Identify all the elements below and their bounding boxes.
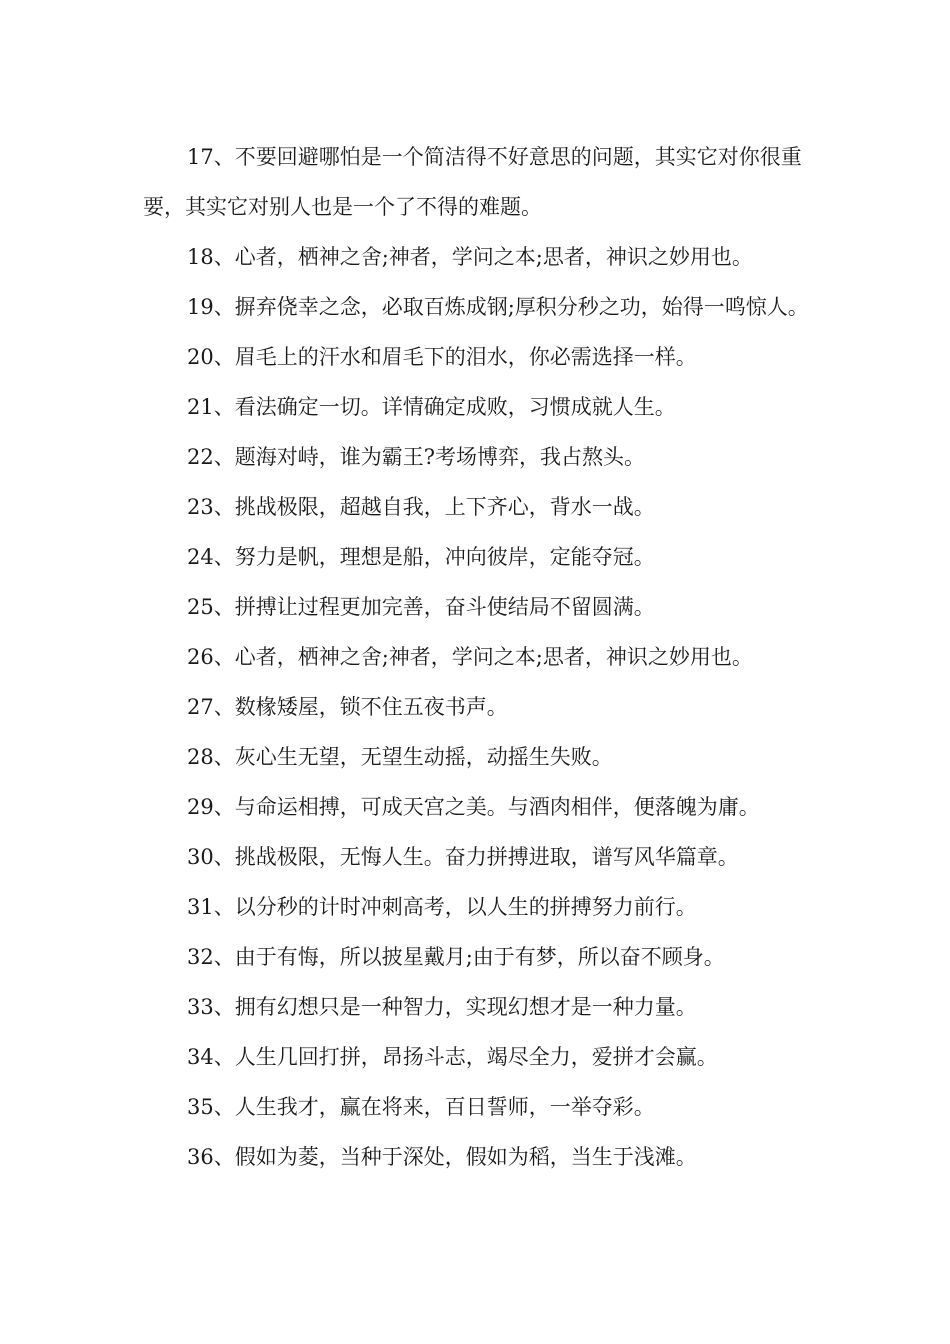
paragraph-26: 26、心者，栖神之舍;神者，学问之本;思者，神识之妙用也。 bbox=[187, 645, 753, 669]
paragraph-22: 22、题海对峙，谁为霸王?考场博弈，我占熬头。 bbox=[187, 445, 645, 469]
paragraph-20: 20、眉毛上的汗水和眉毛下的泪水，你必需选择一样。 bbox=[187, 345, 697, 369]
paragraph-24: 24、努力是帆，理想是船，冲向彼岸，定能夺冠。 bbox=[187, 545, 655, 569]
paragraph-34: 34、人生几回打拼，昂扬斗志，竭尽全力，爱拼才会赢。 bbox=[187, 1045, 718, 1069]
paragraph-21: 21、看法确定一切。详情确定成败，习惯成就人生。 bbox=[187, 395, 676, 419]
paragraph-19: 19、摒弃侥幸之念，必取百炼成钢;厚积分秒之功，始得一鸣惊人。 bbox=[187, 295, 809, 319]
paragraph-17: 17、不要回避哪怕是一个简洁得不好意思的问题，其实它对你很重要，其实它对别人也是一个了不得的难题。 bbox=[143, 145, 802, 219]
paragraph-28: 28、灰心生无望，无望生动摇，动摇生失败。 bbox=[187, 745, 613, 769]
paragraph-33: 33、拥有幻想只是一种智力，实现幻想才是一种力量。 bbox=[187, 995, 697, 1019]
document-body bbox=[143, 132, 813, 1182]
paragraph-27: 27、数椽矮屋，锁不住五夜书声。 bbox=[187, 695, 508, 719]
paragraph-29: 29、与命运相搏，可成天宫之美。与酒肉相伴，便落魄为庸。 bbox=[187, 795, 760, 819]
paragraph-35: 35、人生我才，赢在将来，百日誓师，一举夺彩。 bbox=[187, 1095, 655, 1119]
paragraph-31: 31、以分秒的计时冲刺高考，以人生的拼搏努力前行。 bbox=[187, 895, 697, 919]
paragraph-32: 32、由于有悔，所以披星戴月;由于有梦，所以奋不顾身。 bbox=[187, 945, 725, 969]
paragraph-30: 30、挑战极限，无悔人生。奋力拼搏进取，谱写风华篇章。 bbox=[187, 845, 739, 869]
paragraph-18: 18、心者，栖神之舍;神者，学问之本;思者，神识之妙用也。 bbox=[187, 245, 753, 269]
paragraph-25: 25、拼搏让过程更加完善，奋斗使结局不留圆满。 bbox=[187, 595, 655, 619]
paragraph-23: 23、挑战极限，超越自我，上下齐心，背水一战。 bbox=[187, 495, 655, 519]
paragraph-36: 36、假如为菱，当种于深处，假如为稻，当生于浅滩。 bbox=[187, 1145, 697, 1169]
